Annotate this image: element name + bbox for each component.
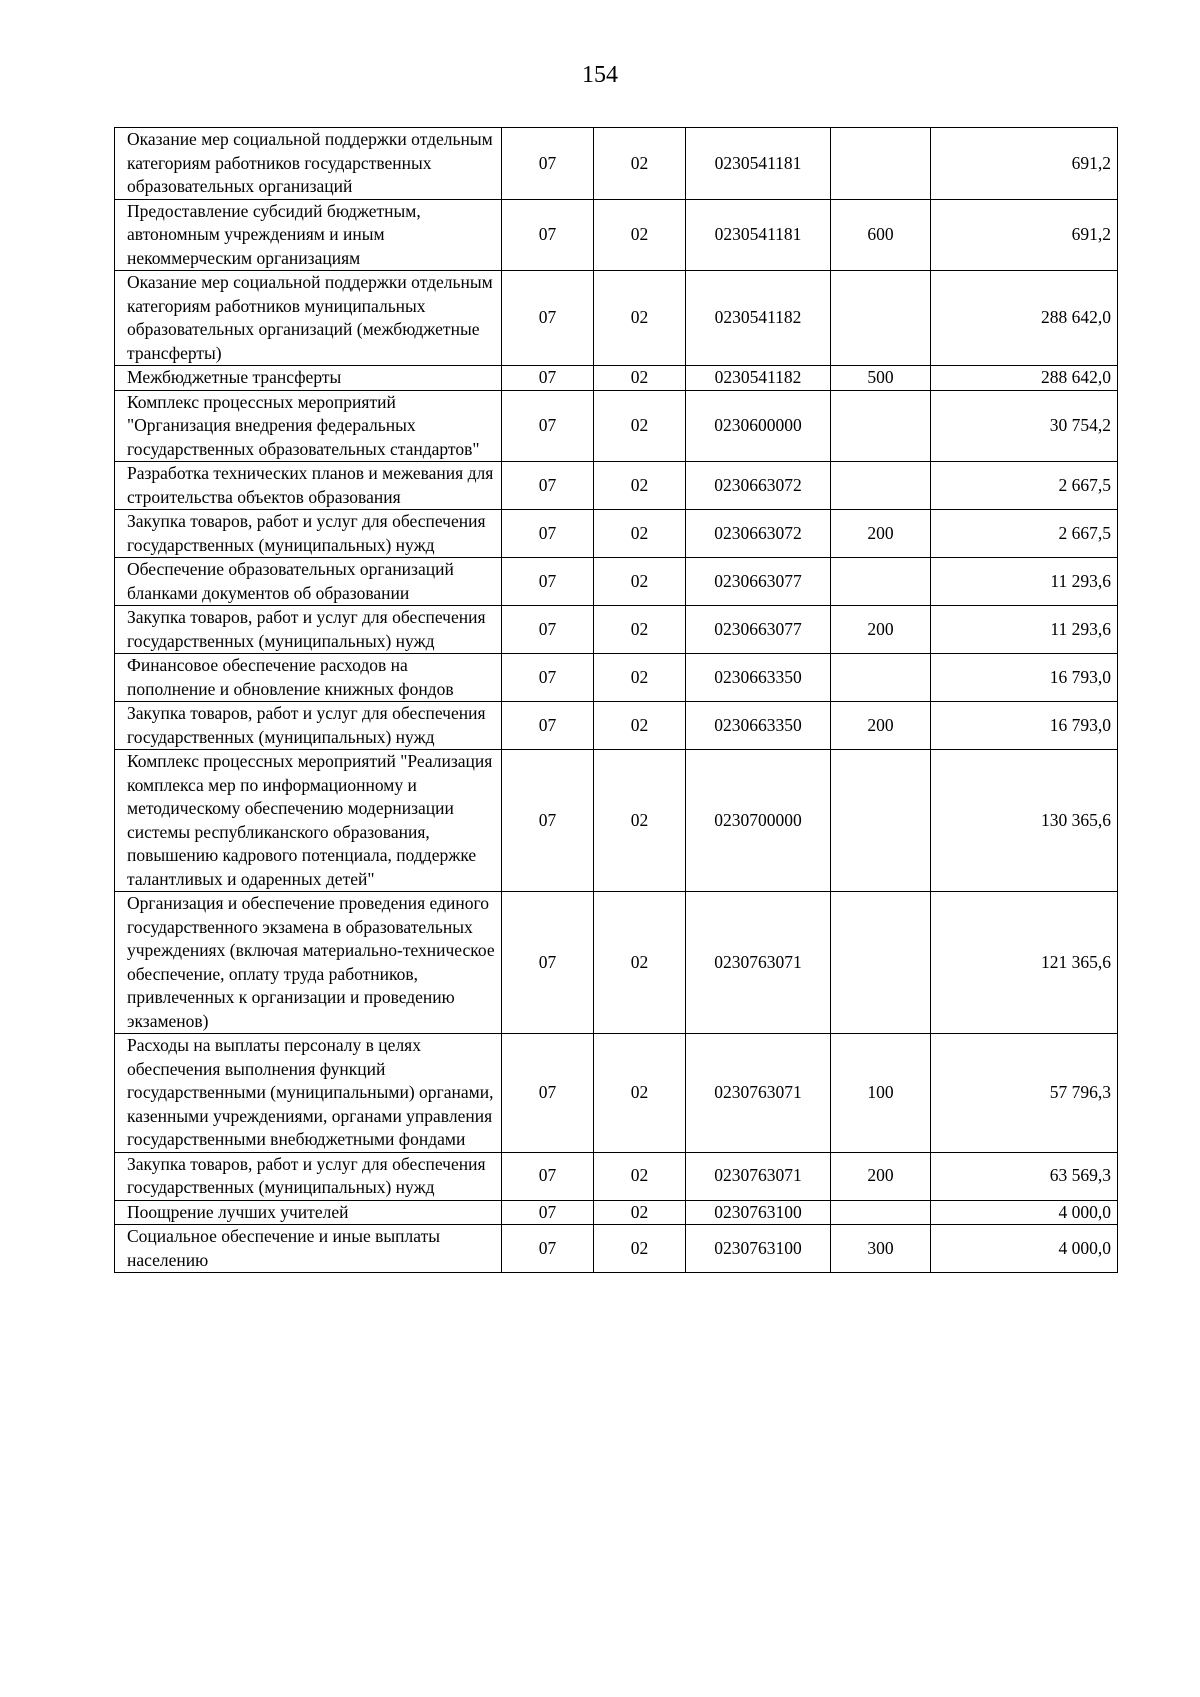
- section-code-cell: 07: [502, 462, 594, 510]
- expense-type-code-cell: [831, 128, 931, 200]
- row-name-cell: Комплекс процессных мероприятий "Организация внедрения федеральных государственных образовательных стандартов": [115, 390, 502, 462]
- row-name-cell: Межбюджетные трансферты: [115, 366, 502, 391]
- section-code-cell: 07: [502, 128, 594, 200]
- amount-cell: 691,2: [931, 128, 1118, 200]
- subsection-code-cell: 02: [594, 462, 686, 510]
- row-name-cell: Закупка товаров, работ и услуг для обеспечения государственных (муниципальных) нужд: [115, 1152, 502, 1200]
- amount-cell: 288 642,0: [931, 271, 1118, 366]
- amount-cell: 4 000,0: [931, 1200, 1118, 1225]
- row-name-cell: Закупка товаров, работ и услуг для обеспечения государственных (муниципальных) нужд: [115, 510, 502, 558]
- target-article-code-cell: 0230663072: [686, 462, 831, 510]
- target-article-code-cell: 0230541182: [686, 366, 831, 391]
- subsection-code-cell: 02: [594, 702, 686, 750]
- table-row: [115, 1200, 1118, 1225]
- subsection-code-cell: 02: [594, 892, 686, 1034]
- section-code-cell: 07: [502, 606, 594, 654]
- expense-type-code-cell: 200: [831, 510, 931, 558]
- subsection-code-cell: 02: [594, 199, 686, 271]
- row-name-cell: Оказание мер социальной поддержки отдельным категориям работников муниципальных образовательных организаций (межбюджетные трансферты): [115, 271, 502, 366]
- target-article-code-cell: 0230700000: [686, 750, 831, 892]
- table-row: [115, 366, 1118, 391]
- table-row: [115, 558, 1118, 606]
- amount-cell: 16 793,0: [931, 654, 1118, 702]
- expense-type-code-cell: 100: [831, 1034, 931, 1153]
- row-name-cell: Финансовое обеспечение расходов на пополнение и обновление книжных фондов: [115, 654, 502, 702]
- row-name-cell: Закупка товаров, работ и услуг для обеспечения государственных (муниципальных) нужд: [115, 702, 502, 750]
- subsection-code-cell: 02: [594, 1152, 686, 1200]
- expense-type-code-cell: 500: [831, 366, 931, 391]
- target-article-code-cell: 0230763071: [686, 1034, 831, 1153]
- amount-cell: 30 754,2: [931, 390, 1118, 462]
- table-row: [115, 510, 1118, 558]
- section-code-cell: 07: [502, 750, 594, 892]
- target-article-code-cell: 0230763100: [686, 1200, 831, 1225]
- amount-cell: 2 667,5: [931, 462, 1118, 510]
- subsection-code-cell: 02: [594, 271, 686, 366]
- section-code-cell: 07: [502, 271, 594, 366]
- amount-cell: 121 365,6: [931, 892, 1118, 1034]
- subsection-code-cell: 02: [594, 366, 686, 391]
- section-code-cell: 07: [502, 654, 594, 702]
- subsection-code-cell: 02: [594, 1225, 686, 1273]
- table-row: [115, 1152, 1118, 1200]
- target-article-code-cell: 0230600000: [686, 390, 831, 462]
- amount-cell: 63 569,3: [931, 1152, 1118, 1200]
- amount-cell: 11 293,6: [931, 606, 1118, 654]
- target-article-code-cell: 0230541181: [686, 199, 831, 271]
- section-code-cell: 07: [502, 1200, 594, 1225]
- table-row: [115, 199, 1118, 271]
- expense-type-code-cell: [831, 1200, 931, 1225]
- target-article-code-cell: 0230763100: [686, 1225, 831, 1273]
- section-code-cell: 07: [502, 1034, 594, 1153]
- expense-type-code-cell: 200: [831, 1152, 931, 1200]
- section-code-cell: 07: [502, 892, 594, 1034]
- row-name-cell: Организация и обеспечение проведения единого государственного экзамена в образовательных учреждениях (включая материально-техническое обеспечение, оплату труда работников, привлеченных к организации и проведению экзаменов): [115, 892, 502, 1034]
- budget-table: [114, 127, 1118, 1273]
- target-article-code-cell: 0230541181: [686, 128, 831, 200]
- page-number: 154: [582, 62, 618, 88]
- amount-cell: 11 293,6: [931, 558, 1118, 606]
- amount-cell: 2 667,5: [931, 510, 1118, 558]
- section-code-cell: 07: [502, 702, 594, 750]
- expense-type-code-cell: [831, 892, 931, 1034]
- subsection-code-cell: 02: [594, 558, 686, 606]
- section-code-cell: 07: [502, 199, 594, 271]
- table-row: [115, 750, 1118, 892]
- subsection-code-cell: 02: [594, 390, 686, 462]
- expense-type-code-cell: 200: [831, 606, 931, 654]
- amount-cell: 57 796,3: [931, 1034, 1118, 1153]
- subsection-code-cell: 02: [594, 750, 686, 892]
- amount-cell: 288 642,0: [931, 366, 1118, 391]
- table-row: [115, 892, 1118, 1034]
- row-name-cell: Социальное обеспечение и иные выплаты населению: [115, 1225, 502, 1273]
- row-name-cell: Предоставление субсидий бюджетным, автономным учреждениям и иным некоммерческим организациям: [115, 199, 502, 271]
- table-row: [115, 606, 1118, 654]
- section-code-cell: 07: [502, 1225, 594, 1273]
- expense-type-code-cell: 200: [831, 702, 931, 750]
- expense-type-code-cell: 300: [831, 1225, 931, 1273]
- table-body: [115, 128, 1118, 1273]
- amount-cell: 4 000,0: [931, 1225, 1118, 1273]
- table-row: [115, 1034, 1118, 1153]
- row-name-cell: Расходы на выплаты персоналу в целях обеспечения выполнения функций государственными (муниципальными) органами, казенными учреждениями, органами управления государственными внебюджетными фондами: [115, 1034, 502, 1153]
- amount-cell: 130 365,6: [931, 750, 1118, 892]
- expense-type-code-cell: [831, 654, 931, 702]
- target-article-code-cell: 0230541182: [686, 271, 831, 366]
- target-article-code-cell: 0230663072: [686, 510, 831, 558]
- table-row: [115, 702, 1118, 750]
- subsection-code-cell: 02: [594, 510, 686, 558]
- target-article-code-cell: 0230663077: [686, 606, 831, 654]
- section-code-cell: 07: [502, 390, 594, 462]
- section-code-cell: 07: [502, 510, 594, 558]
- table-row: [115, 654, 1118, 702]
- subsection-code-cell: 02: [594, 1034, 686, 1153]
- target-article-code-cell: 0230663077: [686, 558, 831, 606]
- table-row: [115, 271, 1118, 366]
- subsection-code-cell: 02: [594, 654, 686, 702]
- expense-type-code-cell: [831, 390, 931, 462]
- row-name-cell: Комплекс процессных мероприятий "Реализация комплекса мер по информационному и методическому обеспечению модернизации системы республиканского образования, повышению кадрового потенциала, поддержке талантливых и одаренных детей": [115, 750, 502, 892]
- target-article-code-cell: 0230663350: [686, 654, 831, 702]
- expense-type-code-cell: [831, 271, 931, 366]
- row-name-cell: Поощрение лучших учителей: [115, 1200, 502, 1225]
- target-article-code-cell: 0230663350: [686, 702, 831, 750]
- table-row: [115, 128, 1118, 200]
- table-row: [115, 462, 1118, 510]
- expense-type-code-cell: 600: [831, 199, 931, 271]
- subsection-code-cell: 02: [594, 1200, 686, 1225]
- amount-cell: 691,2: [931, 199, 1118, 271]
- subsection-code-cell: 02: [594, 128, 686, 200]
- row-name-cell: Закупка товаров, работ и услуг для обеспечения государственных (муниципальных) нужд: [115, 606, 502, 654]
- section-code-cell: 07: [502, 1152, 594, 1200]
- row-name-cell: Разработка технических планов и межевания для строительства объектов образования: [115, 462, 502, 510]
- amount-cell: 16 793,0: [931, 702, 1118, 750]
- section-code-cell: 07: [502, 366, 594, 391]
- table-row: [115, 390, 1118, 462]
- row-name-cell: Обеспечение образовательных организаций бланками документов об образовании: [115, 558, 502, 606]
- expense-type-code-cell: [831, 462, 931, 510]
- target-article-code-cell: 0230763071: [686, 892, 831, 1034]
- row-name-cell: Оказание мер социальной поддержки отдельным категориям работников государственных образовательных организаций: [115, 128, 502, 200]
- subsection-code-cell: 02: [594, 606, 686, 654]
- target-article-code-cell: 0230763071: [686, 1152, 831, 1200]
- section-code-cell: 07: [502, 558, 594, 606]
- expense-type-code-cell: [831, 558, 931, 606]
- table-row: [115, 1225, 1118, 1273]
- expense-type-code-cell: [831, 750, 931, 892]
